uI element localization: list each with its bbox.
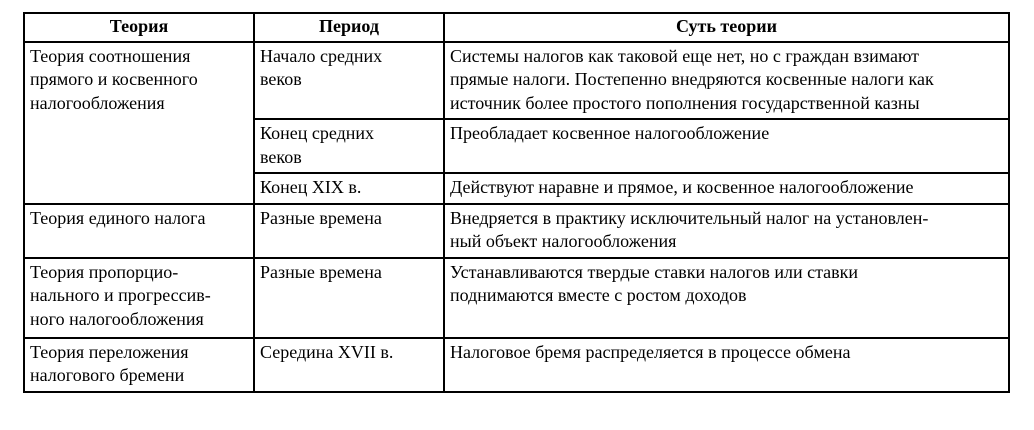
essence-text: Устанавливаются твердые ставки налогов или ставки поднимаются вместе с ростом доходов — [450, 261, 859, 305]
period-cell — [254, 338, 444, 392]
header-essence: Суть теории — [444, 13, 1009, 42]
theory-table — [23, 12, 1010, 393]
theory-cell — [24, 42, 254, 204]
table-row — [24, 338, 1009, 392]
theory-cell — [24, 338, 254, 392]
period-cell — [254, 173, 444, 204]
header-theory: Теория — [24, 13, 254, 42]
period-text: Конец XIX в. — [260, 177, 362, 197]
essence-text: Преобладает косвенное налогообложение — [450, 123, 770, 143]
theory-cell — [24, 204, 254, 258]
essence-cell — [444, 42, 1009, 120]
period-cell — [254, 258, 444, 338]
period-cell — [254, 204, 444, 258]
essence-text: Налоговое бремя распределяется в процессе обмена — [450, 341, 851, 362]
theory-name: Теория соотношения прямого и косвенного налогообложения — [30, 45, 198, 113]
essence-text: Внедряется в практику исключительный налог на установлен- ный объект налогообложения — [450, 207, 929, 251]
table-row — [24, 258, 1009, 338]
essence-cell — [444, 204, 1009, 258]
essence-cell — [444, 119, 1009, 173]
theory-name: Теория единого налога — [30, 207, 206, 228]
period-text: Середина XVII в. — [260, 341, 394, 362]
theory-name: Теория пропорцио- нального и прогрессив- ного налогообложения — [30, 261, 211, 329]
period-text: Разные времена — [260, 207, 382, 228]
table-row — [24, 42, 1009, 120]
essence-cell — [444, 173, 1009, 204]
essence-cell — [444, 258, 1009, 338]
essence-text: Системы налогов как таковой еще нет, но с граждан взимают прямые налоги. Постепенно внедряются косвенные налоги как источник более простого пополнения государственной казны — [450, 45, 934, 113]
period-text: Конец средних веков — [260, 123, 375, 167]
header-period: Период — [254, 13, 444, 42]
period-cell — [254, 42, 444, 120]
period-text: Разные времена — [260, 261, 382, 282]
period-cell — [254, 119, 444, 173]
table-row — [24, 204, 1009, 258]
theory-name: Теория переложения налогового бремени — [30, 341, 189, 385]
period-text: Начало средних веков — [260, 45, 383, 89]
theory-cell — [24, 258, 254, 338]
essence-cell — [444, 338, 1009, 392]
table-header-row — [24, 13, 1009, 42]
essence-text: Действуют наравне и прямое, и косвенное налогообложение — [450, 177, 914, 197]
